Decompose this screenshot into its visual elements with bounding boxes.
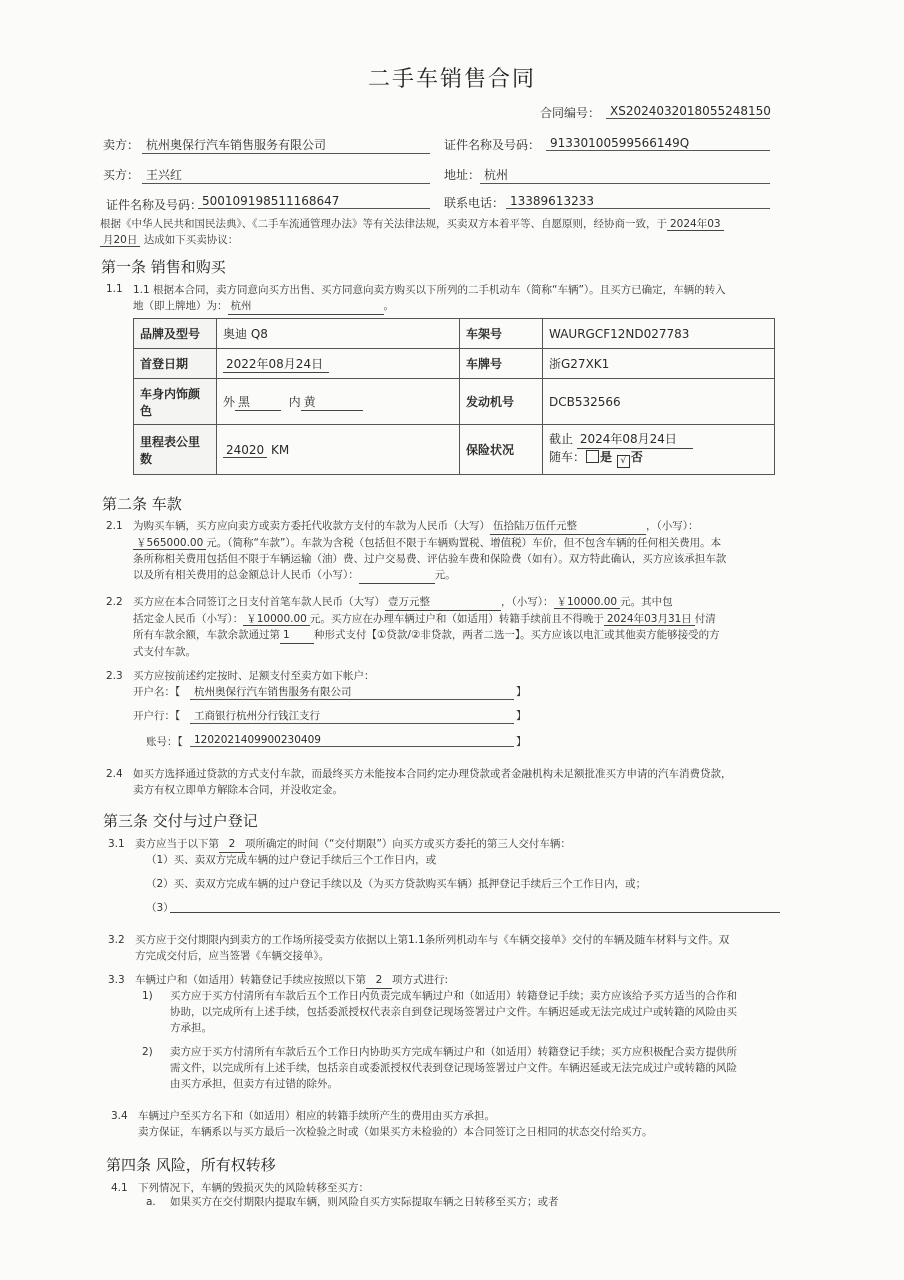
insurance-cell: 截止 2024年08月24日 随车： 是 √ 否 xyxy=(543,425,775,475)
clause-3-2-text: 买方应于交付期限内到卖方的工作场所接受卖方依据以上第1.1条所列机动车与《车辆交接单》交付的车辆及随车材料与文件。双 方完成交付后，应当签署《车辆交接单》。 xyxy=(135,934,730,962)
bank-label: 开户行：【 xyxy=(133,710,181,722)
reg-date-cell xyxy=(217,349,460,379)
clause-4-1-a-number: a. xyxy=(146,1196,156,1208)
buyer-id-label: 证件名称及号码： xyxy=(106,198,203,212)
engine-label: 发动机号 xyxy=(460,379,543,425)
reg-date-value: 2022年08月24日 xyxy=(223,355,329,373)
clause-3-1-option-2: （2）买、卖双方完成车辆的过户登记手续以及（为买方贷款购买车辆）抵押登记手续后三个工作日内，或； xyxy=(146,878,647,890)
article1-heading: 第一条 销售和购买 xyxy=(101,258,226,276)
clause-3-3-item-2-text: 卖方应于买方付清所有车款后五个工作日内协助买方完成车辆过户和（如适用）转籍登记手续；买方应积极配合卖方提供所 需文件，以完成所有上述手续，包括亲自或委派授权代表到登记现场签署过户文件。车辆迟延或无法完成过户或转籍的风险 由买方承担，但卖方有过错的除外。 xyxy=(170,1046,737,1090)
seller-value: 杭州奥保行汽车销售服务有限公司 xyxy=(142,136,430,154)
mileage-label: 里程表公里数 xyxy=(134,425,217,475)
seller-label: 卖方： xyxy=(103,138,140,152)
brand-value: 奥迪 Q8 xyxy=(217,319,460,349)
clause-2-1-text: 为购买车辆，买方应向卖方或卖方委托代收款方支付的车款为人民币（大写） 伍拾陆万伍仟元整 ，（小写）： ￥565000.00 元。（简称“车款”）。车款为含税（包括但不限于车辆购置税、增值税）车价，但不包含车辆的任何相关费用。本 条所称相关费用包括但不限于车辆运输（油）费、过户交易费、评估验车费和保险费（如有）。双方特此确认，买方应该承担车款 以及所有相关费用的总金额总计人民币（小写）： 元。 xyxy=(133,518,793,584)
vehicle-table xyxy=(133,318,775,475)
bank-bracket: 】 xyxy=(516,710,527,722)
clause-2-4-number: 2.4 xyxy=(106,768,123,780)
clause-4-1-text: 下列情况下，车辆的毁损灭失的风险转移至买方： xyxy=(138,1182,369,1194)
clause-3-1-text: 卖方应当于以下第 2 项所确定的时间（“交付期限”）向买方或买方委托的第三人交付车辆： xyxy=(135,836,785,853)
color-label: 车身内饰颜色 xyxy=(134,379,217,425)
clause-3-3-item-1-text: 买方应于买方付清所有车款后五个工作日内负责完成车辆过户和（如适用）转籍登记手续；卖方应该给予买方适当的合作和 协助，以完成所有上述手续，包括委派授权代表亲自到登记现场签署过户文件。车辆迟延或无法完成过户或转籍的风险由买 方承担。 xyxy=(170,990,737,1034)
buyer-value: 王兴红 xyxy=(142,166,430,184)
plate-value: 浙G27XK1 xyxy=(543,349,775,379)
account-bracket: 】 xyxy=(516,736,527,748)
clause-4-1-number: 4.1 xyxy=(111,1182,128,1194)
clause-3-3-number: 3.3 xyxy=(108,974,125,986)
page-title: 二手车销售合同 xyxy=(367,67,536,92)
account-name-label: 开户名：【 xyxy=(133,686,181,698)
clause-2-1-number: 2.1 xyxy=(106,520,123,532)
color-cell: 外 黑 内 黄 xyxy=(217,379,460,425)
ext-color: 黑 xyxy=(235,393,281,411)
clause-3-1-number: 3.1 xyxy=(108,838,125,850)
mileage-value: 24020 xyxy=(223,443,267,458)
clause-2-2-text: 买方应在本合同签订之日支付首笔车款人民币（大写） 壹万元整 ，（小写）： ￥10000.00 元。其中包 括定金人民币（小写）： ￥10000.00 元。买方应在办理车辆过户和（如适用）转籍手续前且不得晚于 2024年03月31日 付清 所有车款余额，车款余款通过第 1 种形式支付【①贷款/②非贷款，两者二选一】。买方应该以电汇或其他卖方能够接受的方 式支付车款。 xyxy=(133,596,720,658)
clause-1-1-text: 1.1 根据本合同，卖方同意向买方出售、买方同意向卖方购买以下所列的二手机动车（简称“车辆”）。且买方已确定，车辆的转入 地（即上牌地）为： 杭州 。 xyxy=(133,282,783,315)
account-label: 账号：【 xyxy=(146,736,183,748)
account-value: 1202021409900230409 xyxy=(190,734,514,747)
vin-value: WAURGCF12ND027783 xyxy=(543,319,775,349)
account-name-value: 杭州奥保行汽车销售服务有限公司 xyxy=(190,684,514,700)
seller-cert-value: 91330100599566149Q xyxy=(546,136,770,151)
clause-3-3-item-1-number: 1) xyxy=(142,990,153,1002)
seller-cert-label: 证件名称及号码： xyxy=(444,138,541,152)
buyer-addr-label: 地址： xyxy=(444,168,481,182)
buyer-label: 买方： xyxy=(103,168,140,182)
reg-date-label: 首登日期 xyxy=(134,349,217,379)
clause-2-3-number: 2.3 xyxy=(106,670,123,682)
clause-2-2-number: 2.2 xyxy=(106,596,123,608)
clause-1-1-number: 1.1 xyxy=(106,283,123,295)
option-3-blank-line xyxy=(170,912,780,913)
mileage-cell: 24020 KM xyxy=(217,425,460,475)
engine-value: DCB532566 xyxy=(543,379,775,425)
clause-2-3-text: 买方应按前述约定按时、足额支付至卖方如下帐户： xyxy=(133,670,375,682)
clause-3-4-number: 3.4 xyxy=(111,1110,128,1122)
clause-3-2-number: 3.2 xyxy=(108,934,125,946)
clause-3-1-option-1: （1）买、卖双方完成车辆的过户登记手续后三个工作日内，或 xyxy=(146,854,437,866)
brand-label: 品牌及型号 xyxy=(134,319,217,349)
contract-no-label: 合同编号： xyxy=(540,106,601,120)
vin-label: 车架号 xyxy=(460,319,543,349)
checkbox-no-checked: √ xyxy=(617,455,630,468)
clause-3-1-option-3: （3） xyxy=(146,902,174,914)
plate-label: 车牌号 xyxy=(460,349,543,379)
checkbox-yes xyxy=(586,450,599,463)
buyer-addr-value: 杭州 xyxy=(480,166,770,184)
bank-value: 工商银行杭州分行钱江支行 xyxy=(190,708,514,724)
intro-paragraph: 根据《中华人民共和国民法典》、《二手车流通管理办法》等有关法律法规，买卖双方本着平等、自愿原则，经协商一致，于 2024年03 月20日 达成如下买卖协议： xyxy=(100,216,780,248)
clause-3-4-text: 车辆过户至买方名下和（如适用）相应的转籍手续所产生的费用由买方承担。 卖方保证，车辆系以与买方最后一次检验之时或（如果买方未检验的）本合同签订之日相同的状态交付给买方。 xyxy=(138,1110,653,1138)
buyer-id-value: 500109198511168647 xyxy=(198,194,430,209)
article4-heading: 第四条 风险，所有权转移 xyxy=(106,1156,276,1174)
clause-4-1-a-text: 如果买方在交付期限内提取车辆，则风险自买方实际提取车辆之日转移至买方；或者 xyxy=(170,1196,559,1208)
int-color: 黄 xyxy=(301,393,363,411)
clause-3-3-text: 车辆过户和（如适用）转籍登记手续应按照以下第 2 项方式进行: xyxy=(135,972,785,989)
article2-heading: 第二条 车款 xyxy=(102,495,182,513)
insurance-label: 保险状况 xyxy=(460,425,543,475)
insurance-date: 2024年08月24日 xyxy=(577,431,693,449)
buyer-phone-label: 联系电话： xyxy=(444,196,505,210)
clause-2-4-text: 如买方选择通过贷款的方式支付车款，而最终买方未能按本合同约定办理贷款或者金融机构未足额批准买方申请的汽车消费贷款， 卖方有权立即单方解除本合同，并没收定金。 xyxy=(133,768,732,796)
contract-no-value: XS2024032018055248150 xyxy=(606,104,770,119)
account-name-bracket: 】 xyxy=(516,686,527,698)
clause-3-3-item-2-number: 2) xyxy=(142,1046,153,1058)
article3-heading: 第三条 交付与过户登记 xyxy=(103,812,258,830)
buyer-phone-value: 13389613233 xyxy=(506,194,770,209)
